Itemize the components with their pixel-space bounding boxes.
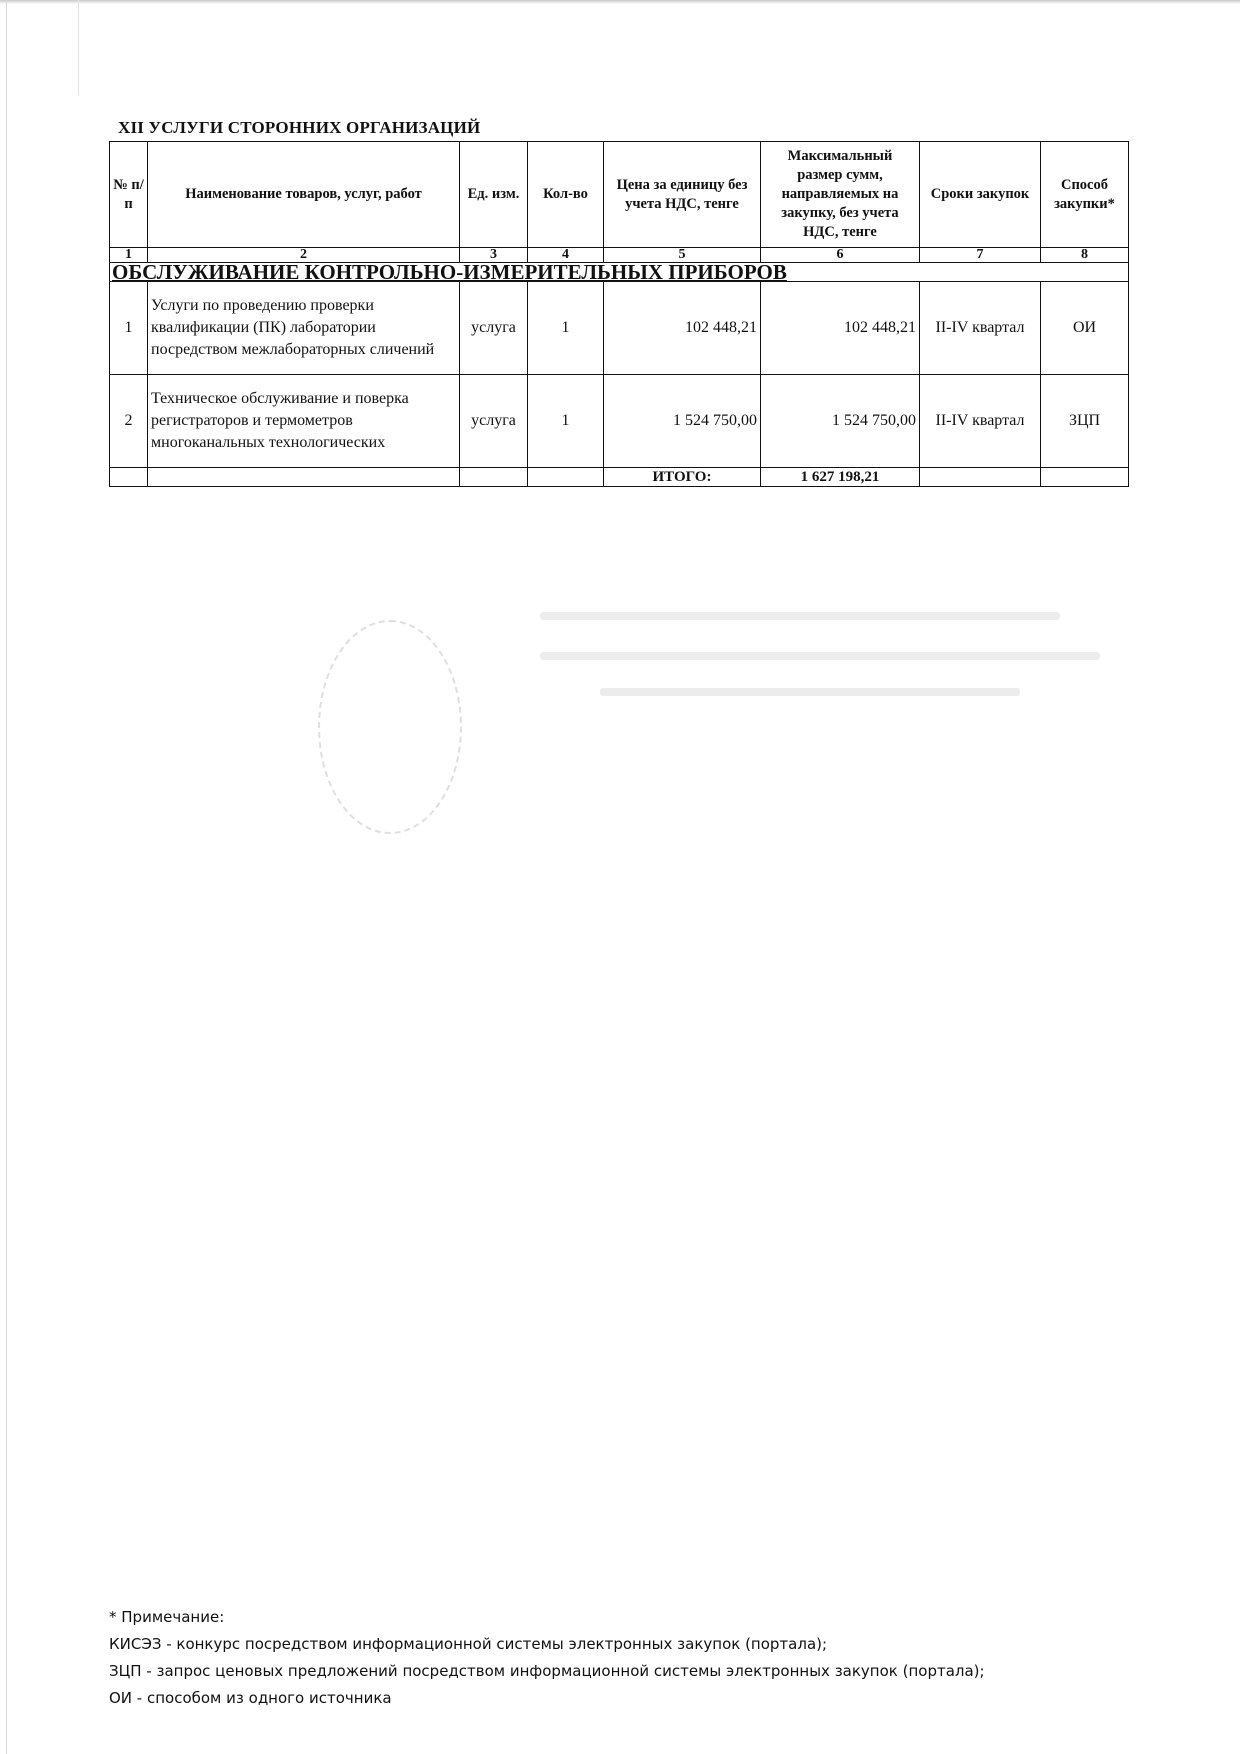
header-num: № п/п [110,142,148,248]
column-number: 2 [148,248,460,263]
row-num: 1 [110,282,148,375]
row-price: 1 524 750,00 [604,375,761,468]
row-max-sum: 1 524 750,00 [761,375,920,468]
header-max-sum: Максимальный размер сумм, направляемых на закупку, без учета НДС, тенге [761,142,920,248]
row-period: II-IV квартал [920,282,1041,375]
footnote-line: КИСЭЗ - конкурс посредством информационной системы электронных закупок (портала); [109,1635,828,1653]
column-number: 4 [528,248,604,263]
total-empty-cell [110,468,148,487]
row-num: 2 [110,375,148,468]
total-row [110,468,1129,487]
scan-crease [78,0,79,95]
faded-stamp [318,620,462,834]
total-empty-cell [920,468,1041,487]
header-name: Наименование товаров, услуг, работ [148,142,460,248]
column-number: 7 [920,248,1041,263]
category-row [110,263,1129,282]
row-unit: услуга [460,375,528,468]
footnote-line: ЗЦП - запрос ценовых предложений посредством информационной системы электронных закупок (портала); [109,1662,985,1680]
header-method: Способ закупки* [1041,142,1129,248]
table-row [110,282,1129,375]
header-qty: Кол-во [528,142,604,248]
column-number: 8 [1041,248,1129,263]
footnote [109,1604,985,1712]
total-value: 1 627 198,21 [761,468,920,487]
row-method: ЗЦП [1041,375,1129,468]
row-name: Услуги по проведению проверки квалификации (ПК) лаборатории посредством межлабораторных сличений [148,282,460,375]
total-empty-cell [1041,468,1129,487]
section-title: XII УСЛУГИ СТОРОННИХ ОРГАНИЗАЦИЙ [118,118,481,137]
column-number: 3 [460,248,528,263]
total-empty-cell [148,468,460,487]
header-unit: Ед. изм. [460,142,528,248]
footnote-line: ОИ - способом из одного источника [109,1689,392,1707]
column-number: 5 [604,248,761,263]
column-number: 1 [110,248,148,263]
row-qty: 1 [528,375,604,468]
total-empty-cell [528,468,604,487]
header-period: Сроки закупок [920,142,1041,248]
row-qty: 1 [528,282,604,375]
table-header-row [110,142,1129,248]
total-label: ИТОГО: [604,468,761,487]
show-through-text [600,688,1020,696]
show-through-text [540,652,1100,660]
total-empty-cell [460,468,528,487]
footnote-title: * Примечание: [109,1608,225,1626]
row-price: 102 448,21 [604,282,761,375]
row-max-sum: 102 448,21 [761,282,920,375]
table-row [110,375,1129,468]
row-unit: услуга [460,282,528,375]
procurement-table [109,141,1129,487]
show-through-text [540,612,1060,620]
category-label: ОБСЛУЖИВАНИЕ КОНТРОЛЬНО-ИЗМЕРИТЕЛЬНЫХ ПРИБОРОВ [110,263,1129,282]
scan-left-edge [6,0,7,1754]
header-price: Цена за единицу без учета НДС, тенге [604,142,761,248]
scan-top-edge [0,0,1240,4]
column-number: 6 [761,248,920,263]
row-name: Техническое обслуживание и поверка регистраторов и термометров многоканальных технологических [148,375,460,468]
row-period: II-IV квартал [920,375,1041,468]
column-number-row [110,248,1129,263]
row-method: ОИ [1041,282,1129,375]
